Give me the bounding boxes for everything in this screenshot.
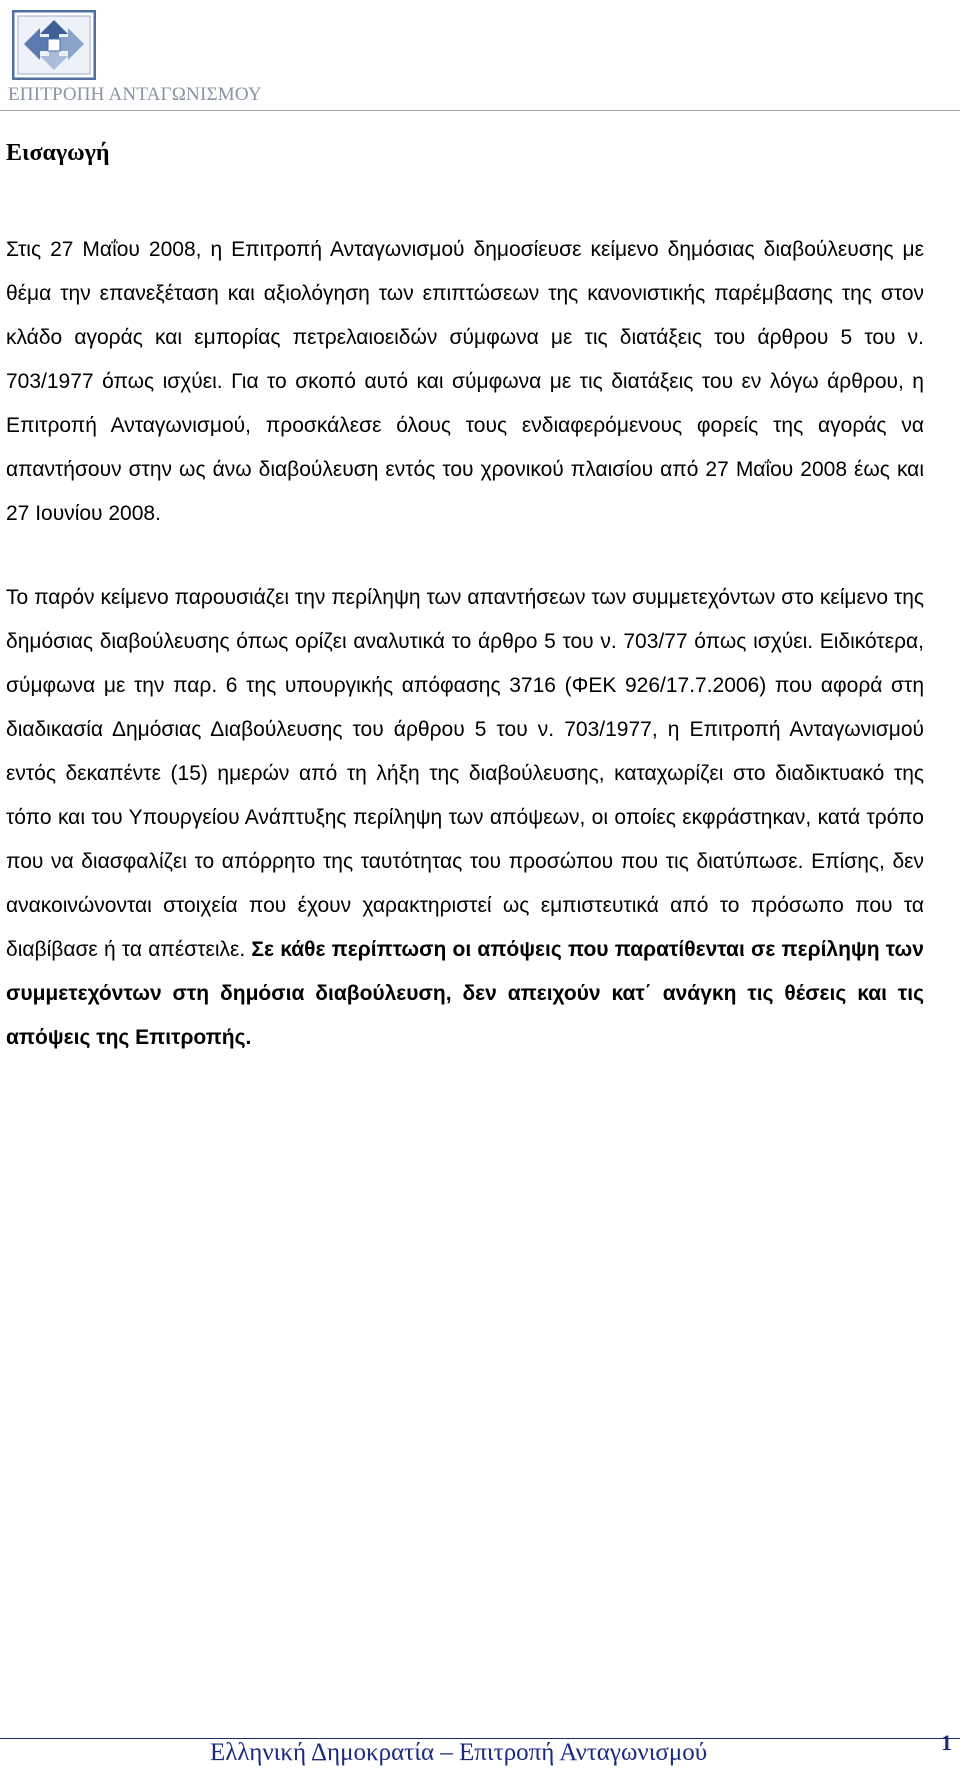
page-footer — [0, 1730, 960, 1770]
paragraph-2-bold-text: Σε κάθε περίπτωση οι απόψεις που παρατίθενται σε περίληψη των συμμετεχόντων στη δημόσια διαβούλευση, δεν απειχούν κατ΄ ανάγκη τις θέσεις και τις απόψεις της Επιτροπής. — [6, 938, 924, 1049]
header-divider — [0, 110, 960, 111]
page-number: 1 — [941, 1730, 952, 1755]
organization-name: ΕΠΙΤΡΟΠΗ ΑΝΤΑΓΩΝΙΣΜΟΥ — [8, 84, 262, 105]
section-heading: Εισαγωγή — [6, 140, 110, 166]
paragraph-2 — [6, 576, 924, 1060]
footer-title: Ελληνική Δημοκρατία – Επιτροπή Ανταγωνισμού — [210, 1739, 708, 1766]
paragraph-1: Στις 27 Μαΐου 2008, η Επιτροπή Ανταγωνισμού δημοσίευσε κείμενο δημόσιας διαβούλευσης με θέμα την επανεξέταση και αξιολόγηση των επιπτώσεων της κανονιστικής παρέμβασης της στον κλάδο αγοράς και εμπορίας πετρελαιοειδών σύμφωνα με τις διατάξεις του άρθρου 5 του ν. 703/1977 όπως ισχύει. Για το σκοπό αυτό και σύμφωνα με τις διατάξεις του εν λόγω άρθρου, η Επιτροπή Ανταγωνισμού, προσκάλεσε όλους τους ενδιαφερόμενους φορείς της αγοράς να απαντήσουν στην ως άνω διαβούλευση εντός του χρονικού πλαισίου από 27 Μαΐου 2008 έως και 27 Ιουνίου 2008. — [6, 238, 924, 525]
paragraph-2-text: Το παρόν κείμενο παρουσιάζει την περίληψη των απαντήσεων των συμμετεχόντων στο κείμενο της δημόσιας διαβούλευσης όπως ορίζει αναλυτικά το άρθρο 5 του ν. 703/77 όπως ισχύει. Ειδικότερα, σύμφωνα με την παρ. 6 της υπουργικής απόφασης 3716 (ΦΕΚ 926/17.7.2006) που αφορά στη διαδικασία Δημόσιας Διαβούλευσης του άρθρου 5 του ν. 703/1977, η Επιτροπή Ανταγωνισμού εντός δεκαπέντε (15) ημερών από τη λήξη της διαβούλευσης, καταχωρίζει στο διαδικτυακό της τόπο και του Υπουργείου Ανάπτυξης περίληψη των απόψεων, οι οποίες εκφράστηκαν, κατά τρόπο που να διασφαλίζει το απόρρητο της ταυτότητας του προσώπου που τις διατύπωσε. Επίσης, δεν ανακοινώνονται στοιχεία που έχουν χαρακτηριστεί ως εμπιστευτικά από το πρόσωπο που τα διαβίβασε ή τα απέστειλε. — [6, 586, 924, 961]
competition-commission-logo-icon — [12, 10, 96, 80]
page-header — [0, 0, 960, 112]
